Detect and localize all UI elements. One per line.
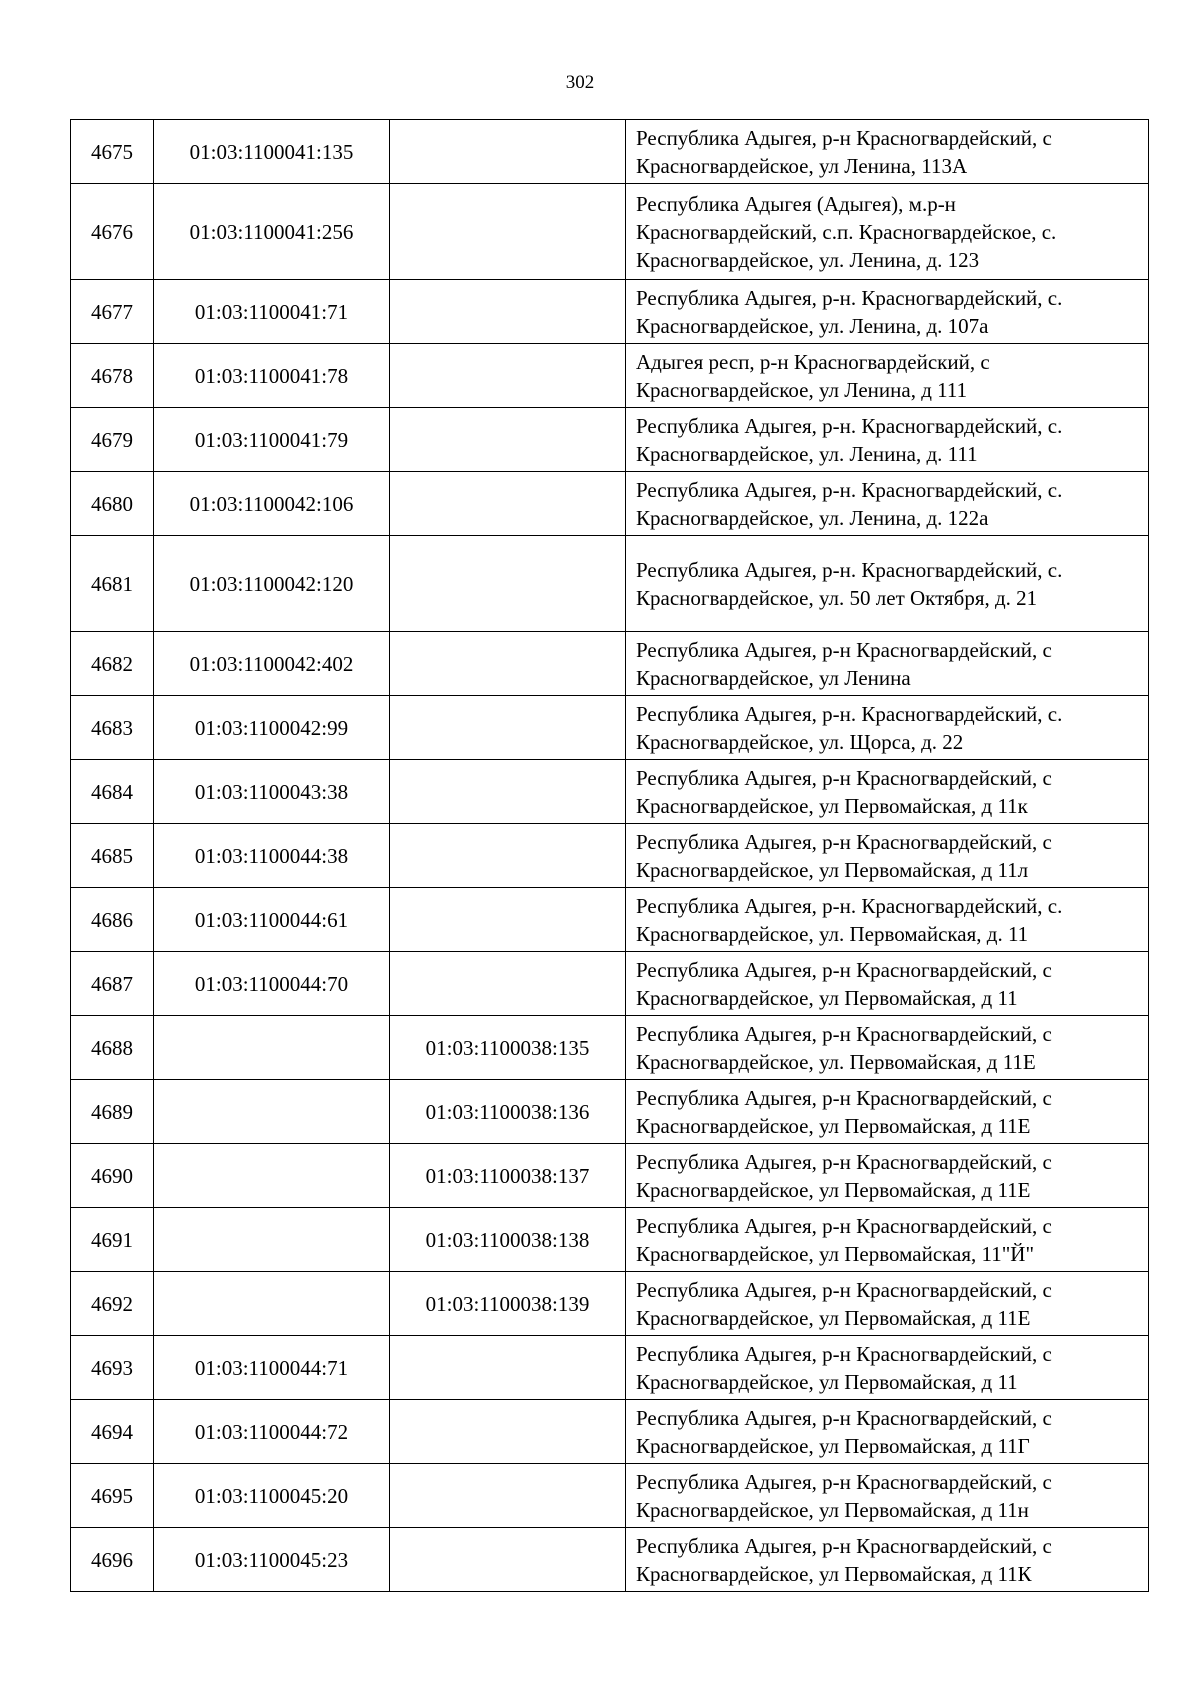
cadastral-number-cell [154,1016,390,1080]
row-number-cell: 4688 [71,1016,154,1080]
related-cadastral-cell [390,760,626,824]
table-row [71,1336,1149,1400]
table-row [71,1080,1149,1144]
address-cell: Республика Адыгея, р-н. Красногвардейский, с. Красногвардейское, ул. 50 лет Октября, д. 21 [626,536,1149,632]
address-cell: Адыгея респ, р-н Красногвардейский, с Красногвардейское, ул Ленина, д 111 [626,344,1149,408]
address-cell: Республика Адыгея, р-н Красногвардейский, с Красногвардейское, ул Первомайская, д 11Е [626,1272,1149,1336]
table-row [71,1400,1149,1464]
registry-table [70,119,1149,1592]
cadastral-number-cell: 01:03:1100041:71 [154,280,390,344]
row-number-cell: 4681 [71,536,154,632]
cadastral-number-cell: 01:03:1100042:402 [154,632,390,696]
row-number-cell: 4682 [71,632,154,696]
cadastral-number-cell: 01:03:1100044:71 [154,1336,390,1400]
row-number-cell: 4676 [71,184,154,280]
address-cell: Республика Адыгея, р-н Красногвардейский, с Красногвардейское, ул Первомайская, д 11л [626,824,1149,888]
row-number-cell: 4678 [71,344,154,408]
row-number-cell: 4683 [71,696,154,760]
table-row [71,1208,1149,1272]
table-row [71,888,1149,952]
table-row [71,472,1149,536]
address-cell: Республика Адыгея, р-н. Красногвардейский, с. Красногвардейское, ул. Щорса, д. 22 [626,696,1149,760]
related-cadastral-cell: 01:03:1100038:139 [390,1272,626,1336]
cadastral-number-cell [154,1272,390,1336]
address-cell: Республика Адыгея (Адыгея), м.р-н Красногвардейский, с.п. Красногвардейское, с. Красногвардейское, ул. Ленина, д. 123 [626,184,1149,280]
address-cell: Республика Адыгея, р-н Красногвардейский, с Красногвардейское, ул Ленина [626,632,1149,696]
row-number-cell: 4675 [71,120,154,184]
related-cadastral-cell [390,536,626,632]
row-number-cell: 4685 [71,824,154,888]
cadastral-number-cell: 01:03:1100042:106 [154,472,390,536]
address-cell: Республика Адыгея, р-н Красногвардейский, с Красногвардейское, ул Первомайская, д 11н [626,1464,1149,1528]
cadastral-number-cell: 01:03:1100042:99 [154,696,390,760]
address-cell: Республика Адыгея, р-н Красногвардейский, с Красногвардейское, ул Первомайская, д 11Е [626,1144,1149,1208]
cadastral-number-cell [154,1208,390,1272]
cadastral-number-cell: 01:03:1100044:61 [154,888,390,952]
related-cadastral-cell [390,344,626,408]
table-row [71,1016,1149,1080]
row-number-cell: 4680 [71,472,154,536]
related-cadastral-cell: 01:03:1100038:137 [390,1144,626,1208]
table-row [71,696,1149,760]
address-cell: Республика Адыгея, р-н. Красногвардейский, с. Красногвардейское, ул. Ленина, д. 122а [626,472,1149,536]
related-cadastral-cell [390,824,626,888]
cadastral-number-cell: 01:03:1100041:78 [154,344,390,408]
table-row [71,344,1149,408]
related-cadastral-cell [390,1336,626,1400]
related-cadastral-cell [390,632,626,696]
row-number-cell: 4687 [71,952,154,1016]
cadastral-number-cell: 01:03:1100041:256 [154,184,390,280]
address-cell: Республика Адыгея, р-н. Красногвардейский, с. Красногвардейское, ул. Ленина, д. 111 [626,408,1149,472]
table-row [71,408,1149,472]
table-row [71,1464,1149,1528]
table-row [71,952,1149,1016]
row-number-cell: 4696 [71,1528,154,1592]
table-row [71,1272,1149,1336]
row-number-cell: 4694 [71,1400,154,1464]
related-cadastral-cell [390,280,626,344]
table-row [71,824,1149,888]
address-cell: Республика Адыгея, р-н Красногвардейский, с Красногвардейское, ул. Первомайская, д 11Е [626,1016,1149,1080]
address-cell: Республика Адыгея, р-н Красногвардейский, с Красногвардейское, ул Ленина, 113А [626,120,1149,184]
table-row [71,120,1149,184]
cadastral-number-cell: 01:03:1100041:135 [154,120,390,184]
related-cadastral-cell [390,120,626,184]
row-number-cell: 4679 [71,408,154,472]
cadastral-number-cell [154,1144,390,1208]
row-number-cell: 4686 [71,888,154,952]
table-row [71,280,1149,344]
cadastral-number-cell: 01:03:1100044:70 [154,952,390,1016]
table-row [71,632,1149,696]
related-cadastral-cell: 01:03:1100038:136 [390,1080,626,1144]
cadastral-number-cell: 01:03:1100043:38 [154,760,390,824]
related-cadastral-cell [390,1528,626,1592]
related-cadastral-cell [390,408,626,472]
table-row [71,184,1149,280]
table-row [71,1528,1149,1592]
address-cell: Республика Адыгея, р-н Красногвардейский, с Красногвардейское, ул Первомайская, д 11Г [626,1400,1149,1464]
row-number-cell: 4677 [71,280,154,344]
row-number-cell: 4695 [71,1464,154,1528]
cadastral-number-cell: 01:03:1100045:20 [154,1464,390,1528]
row-number-cell: 4690 [71,1144,154,1208]
row-number-cell: 4691 [71,1208,154,1272]
cadastral-number-cell: 01:03:1100044:38 [154,824,390,888]
related-cadastral-cell [390,888,626,952]
address-cell: Республика Адыгея, р-н Красногвардейский, с Красногвардейское, ул Первомайская, д 11К [626,1528,1149,1592]
related-cadastral-cell [390,184,626,280]
address-cell: Республика Адыгея, р-н. Красногвардейский, с. Красногвардейское, ул. Первомайская, д. 11 [626,888,1149,952]
related-cadastral-cell: 01:03:1100038:138 [390,1208,626,1272]
row-number-cell: 4689 [71,1080,154,1144]
address-cell: Республика Адыгея, р-н Красногвардейский, с Красногвардейское, ул Первомайская, д 11 [626,952,1149,1016]
cadastral-number-cell: 01:03:1100042:120 [154,536,390,632]
address-cell: Республика Адыгея, р-н. Красногвардейский, с. Красногвардейское, ул. Ленина, д. 107а [626,280,1149,344]
related-cadastral-cell: 01:03:1100038:135 [390,1016,626,1080]
related-cadastral-cell [390,952,626,1016]
table-row [71,760,1149,824]
related-cadastral-cell [390,472,626,536]
cadastral-number-cell: 01:03:1100045:23 [154,1528,390,1592]
related-cadastral-cell [390,1400,626,1464]
row-number-cell: 4692 [71,1272,154,1336]
address-cell: Республика Адыгея, р-н Красногвардейский, с Красногвардейское, ул Первомайская, д 11Е [626,1080,1149,1144]
page-number: 302 [565,72,595,93]
cadastral-number-cell: 01:03:1100044:72 [154,1400,390,1464]
address-cell: Республика Адыгея, р-н Красногвардейский, с Красногвардейское, ул Первомайская, д 11к [626,760,1149,824]
address-cell: Республика Адыгея, р-н Красногвардейский, с Красногвардейское, ул Первомайская, 11"Й" [626,1208,1149,1272]
address-cell: Республика Адыгея, р-н Красногвардейский, с Красногвардейское, ул Первомайская, д 11 [626,1336,1149,1400]
row-number-cell: 4684 [71,760,154,824]
related-cadastral-cell [390,1464,626,1528]
row-number-cell: 4693 [71,1336,154,1400]
table-row [71,536,1149,632]
related-cadastral-cell [390,696,626,760]
table-row [71,1144,1149,1208]
cadastral-number-cell: 01:03:1100041:79 [154,408,390,472]
cadastral-number-cell [154,1080,390,1144]
